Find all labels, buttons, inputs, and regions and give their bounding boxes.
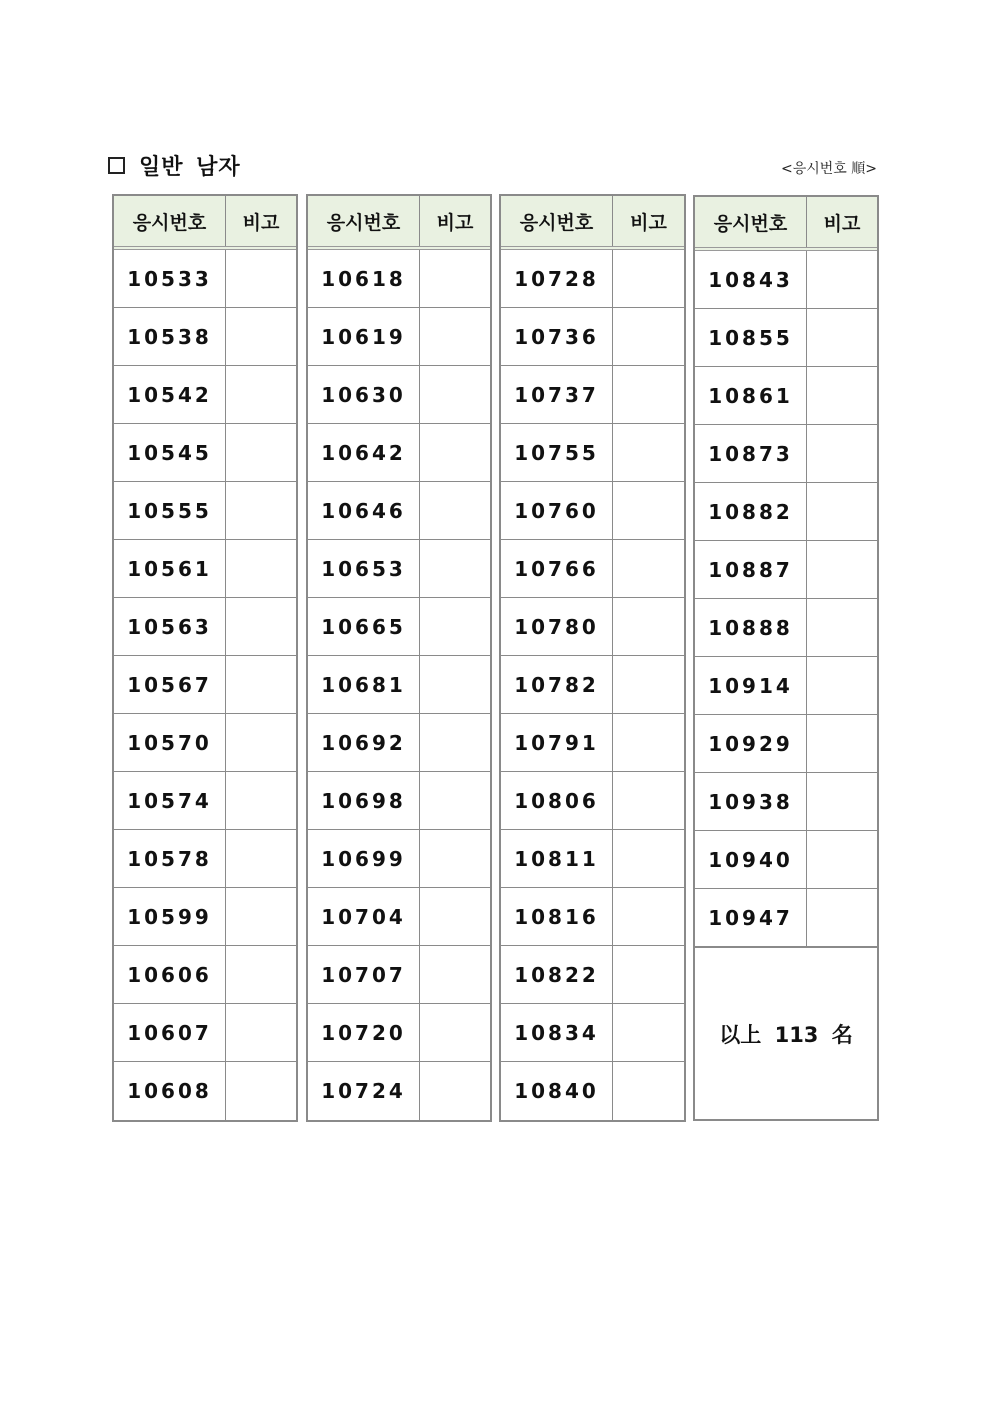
table-row xyxy=(501,598,684,656)
remark-cell xyxy=(226,482,296,539)
applicant-number: 10720 xyxy=(308,1004,420,1061)
applicant-number: 10914 xyxy=(695,657,807,714)
table-row xyxy=(501,888,684,946)
remark-cell xyxy=(226,424,296,481)
applicant-number: 10538 xyxy=(114,308,226,365)
table-row xyxy=(695,367,877,425)
checkbox-square-icon xyxy=(108,157,125,174)
table-row xyxy=(695,657,877,715)
table-row xyxy=(114,250,296,308)
applicant-number: 10940 xyxy=(695,831,807,888)
applicant-number: 10681 xyxy=(308,656,420,713)
table-row xyxy=(695,773,877,831)
table-row xyxy=(114,946,296,1004)
remark-cell xyxy=(613,772,684,829)
applicant-number: 10653 xyxy=(308,540,420,597)
applicant-number: 10938 xyxy=(695,773,807,830)
remark-cell xyxy=(807,715,877,772)
applicant-number: 10698 xyxy=(308,772,420,829)
applicant-table xyxy=(112,194,298,1122)
remark-cell xyxy=(420,656,490,713)
applicant-number: 10822 xyxy=(501,946,613,1003)
table-row xyxy=(695,541,877,599)
remark-cell xyxy=(807,657,877,714)
remark-cell xyxy=(420,772,490,829)
applicant-number: 10642 xyxy=(308,424,420,481)
remark-cell xyxy=(807,483,877,540)
table-row xyxy=(308,714,490,772)
table-row xyxy=(695,425,877,483)
remark-cell xyxy=(613,656,684,713)
remark-cell xyxy=(420,598,490,655)
remark-cell xyxy=(807,541,877,598)
applicant-number: 10630 xyxy=(308,366,420,423)
table-row xyxy=(114,772,296,830)
table-row xyxy=(501,424,684,482)
remark-cell xyxy=(420,424,490,481)
table-row xyxy=(308,830,490,888)
table-row xyxy=(114,366,296,424)
remark-cell xyxy=(613,250,684,307)
table-row xyxy=(114,598,296,656)
table-row xyxy=(695,715,877,773)
table-row xyxy=(695,309,877,367)
applicant-number: 10619 xyxy=(308,308,420,365)
remark-cell xyxy=(613,424,684,481)
applicant-number: 10755 xyxy=(501,424,613,481)
applicant-table xyxy=(306,194,492,1122)
applicant-number: 10929 xyxy=(695,715,807,772)
remark-cell xyxy=(226,250,296,307)
table-header xyxy=(501,196,684,250)
applicant-number: 10574 xyxy=(114,772,226,829)
remark-cell xyxy=(613,366,684,423)
applicant-number: 10834 xyxy=(501,1004,613,1061)
applicant-number: 10724 xyxy=(308,1062,420,1120)
remark-cell xyxy=(420,830,490,887)
applicant-number: 10563 xyxy=(114,598,226,655)
table-row xyxy=(501,1004,684,1062)
applicant-number: 10607 xyxy=(114,1004,226,1061)
applicant-number: 10780 xyxy=(501,598,613,655)
applicant-number: 10561 xyxy=(114,540,226,597)
sort-order-note: <응시번호 順> xyxy=(780,161,877,177)
remark-cell xyxy=(420,888,490,945)
table-header xyxy=(695,197,877,251)
header-remark: 비고 xyxy=(242,211,280,234)
remark-cell xyxy=(613,598,684,655)
remark-cell xyxy=(226,830,296,887)
remark-cell xyxy=(613,946,684,1003)
table-row xyxy=(695,889,877,947)
table-row xyxy=(501,656,684,714)
table-row xyxy=(695,483,877,541)
applicant-number: 10816 xyxy=(501,888,613,945)
applicant-table xyxy=(499,194,686,1122)
remark-cell xyxy=(420,946,490,1003)
applicant-number: 10599 xyxy=(114,888,226,945)
remark-cell xyxy=(613,540,684,597)
remark-cell xyxy=(226,772,296,829)
table-row xyxy=(114,888,296,946)
table-row xyxy=(501,366,684,424)
applicant-number: 10888 xyxy=(695,599,807,656)
applicant-number: 10737 xyxy=(501,366,613,423)
remark-cell xyxy=(420,714,490,771)
remark-cell xyxy=(807,773,877,830)
remark-cell xyxy=(807,831,877,888)
table-row xyxy=(308,946,490,1004)
applicant-number: 10840 xyxy=(501,1062,613,1120)
remark-cell xyxy=(613,714,684,771)
total-count: 以上 113 名 xyxy=(695,947,877,1119)
remark-cell xyxy=(226,656,296,713)
table-row xyxy=(114,1004,296,1062)
applicant-number: 10782 xyxy=(501,656,613,713)
table-row xyxy=(501,772,684,830)
remark-cell xyxy=(226,1004,296,1061)
applicant-number: 10843 xyxy=(695,251,807,308)
table-row xyxy=(308,772,490,830)
remark-cell xyxy=(420,366,490,423)
section-title: 일반 남자 xyxy=(139,154,241,180)
table-row xyxy=(501,482,684,540)
applicant-number: 10855 xyxy=(695,309,807,366)
applicant-number: 10699 xyxy=(308,830,420,887)
table-row xyxy=(695,599,877,657)
remark-cell xyxy=(420,540,490,597)
remark-cell xyxy=(613,482,684,539)
applicant-number: 10861 xyxy=(695,367,807,424)
table-row xyxy=(114,482,296,540)
table-row xyxy=(501,250,684,308)
table-row xyxy=(695,831,877,889)
remark-cell xyxy=(226,946,296,1003)
table-row xyxy=(501,308,684,366)
remark-cell xyxy=(807,251,877,308)
applicant-number: 10811 xyxy=(501,830,613,887)
applicant-number: 10606 xyxy=(114,946,226,1003)
table-row xyxy=(114,1062,296,1120)
remark-cell xyxy=(613,888,684,945)
applicant-number: 10542 xyxy=(114,366,226,423)
applicant-number: 10736 xyxy=(501,308,613,365)
applicant-number: 10882 xyxy=(695,483,807,540)
remark-cell xyxy=(807,309,877,366)
table-row xyxy=(501,1062,684,1120)
applicant-number: 10791 xyxy=(501,714,613,771)
remark-cell xyxy=(807,425,877,482)
table-row xyxy=(308,656,490,714)
header-remark: 비고 xyxy=(630,211,667,234)
table-row xyxy=(501,540,684,598)
remark-cell xyxy=(613,1004,684,1061)
remark-cell xyxy=(420,308,490,365)
table-row xyxy=(114,656,296,714)
applicant-number: 10760 xyxy=(501,482,613,539)
table-row xyxy=(308,424,490,482)
applicant-number: 10665 xyxy=(308,598,420,655)
applicant-number: 10567 xyxy=(114,656,226,713)
applicant-number: 10618 xyxy=(308,250,420,307)
remark-cell xyxy=(226,308,296,365)
applicant-number: 10806 xyxy=(501,772,613,829)
applicant-number: 10533 xyxy=(114,250,226,307)
table-row xyxy=(308,1004,490,1062)
applicant-number: 10555 xyxy=(114,482,226,539)
remark-cell xyxy=(226,714,296,771)
remark-cell xyxy=(226,598,296,655)
table-row xyxy=(308,598,490,656)
remark-cell xyxy=(613,308,684,365)
table-row xyxy=(114,424,296,482)
applicant-number: 10728 xyxy=(501,250,613,307)
table-row xyxy=(695,251,877,309)
remark-cell xyxy=(420,1062,490,1120)
applicant-number: 10578 xyxy=(114,830,226,887)
applicant-number: 10887 xyxy=(695,541,807,598)
table-row xyxy=(114,830,296,888)
header-number: 응시번호 xyxy=(501,196,613,246)
applicant-number: 10766 xyxy=(501,540,613,597)
applicant-number: 10692 xyxy=(308,714,420,771)
table-row xyxy=(114,714,296,772)
table-row xyxy=(308,250,490,308)
applicant-number: 10707 xyxy=(308,946,420,1003)
applicant-number: 10545 xyxy=(114,424,226,481)
table-row xyxy=(308,1062,490,1120)
remark-cell xyxy=(807,889,877,946)
remark-cell xyxy=(807,599,877,656)
section-heading xyxy=(108,150,241,180)
table-row xyxy=(114,540,296,598)
table-row xyxy=(308,482,490,540)
remark-cell xyxy=(226,888,296,945)
table-row xyxy=(501,830,684,888)
applicant-number: 10947 xyxy=(695,889,807,946)
remark-cell xyxy=(613,1062,684,1120)
table-header xyxy=(114,196,296,250)
applicant-number: 10873 xyxy=(695,425,807,482)
applicant-number: 10704 xyxy=(308,888,420,945)
header-number: 응시번호 xyxy=(695,197,807,247)
remark-cell xyxy=(226,540,296,597)
header-number: 응시번호 xyxy=(114,196,226,246)
remark-cell xyxy=(420,250,490,307)
remark-cell xyxy=(226,366,296,423)
header-remark: 비고 xyxy=(436,211,474,234)
applicant-table xyxy=(693,195,879,1121)
table-row xyxy=(308,308,490,366)
table-row xyxy=(501,946,684,1004)
table-row xyxy=(308,366,490,424)
remark-cell xyxy=(420,482,490,539)
table-row xyxy=(308,888,490,946)
remark-cell xyxy=(613,830,684,887)
table-row xyxy=(308,540,490,598)
applicant-number: 10646 xyxy=(308,482,420,539)
table-header xyxy=(308,196,490,250)
table-row xyxy=(114,308,296,366)
remark-cell xyxy=(420,1004,490,1061)
header-remark: 비고 xyxy=(823,212,861,235)
applicant-number: 10570 xyxy=(114,714,226,771)
remark-cell xyxy=(226,1062,296,1120)
remark-cell xyxy=(807,367,877,424)
applicant-number: 10608 xyxy=(114,1062,226,1120)
header-number: 응시번호 xyxy=(308,196,420,246)
table-row xyxy=(501,714,684,772)
